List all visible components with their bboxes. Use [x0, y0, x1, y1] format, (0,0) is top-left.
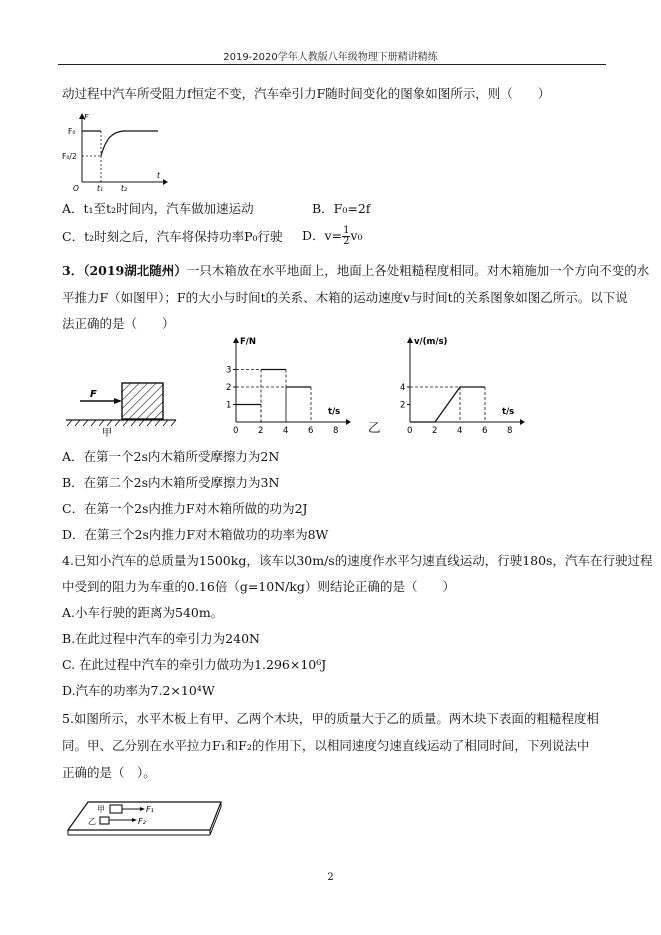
- graph-t-axis-label: t: [157, 171, 160, 180]
- q5-yi-label: 乙: [88, 817, 96, 826]
- graph-f-ytick-3: 3: [226, 365, 232, 376]
- graph-v-line: [410, 387, 485, 422]
- graph-f-ytick-1: 1: [226, 400, 232, 411]
- graph-v-xlabel: t/s: [502, 407, 515, 417]
- graph-f-ylabel: F/N: [240, 337, 257, 347]
- graph-f-label: F: [84, 113, 89, 122]
- q5-f2-label: F₂: [138, 817, 146, 826]
- graph-f0-label: F₀: [68, 127, 76, 136]
- graph-v-xtick-6: 6: [482, 426, 488, 436]
- q3-line3: 法正确的是（ ）: [62, 316, 175, 331]
- q3-line1-text: 一只木箱放在水平地面上，地面上各处粗糙程度相同。对木箱施加一个方向不变的水: [186, 263, 650, 278]
- q-prev-option-c: C．t₂时刻之后，汽车将保持功率P₀行驶: [62, 229, 283, 244]
- graph-t2-label: t₂: [121, 184, 127, 192]
- graph-f-xtick-2: 2: [258, 426, 264, 436]
- q4-option-d: D.汽车的功率为7.2×10⁴W: [62, 683, 215, 698]
- graph-f-xtick-8: 8: [333, 426, 339, 436]
- option-d-prefix: D．v=: [302, 228, 343, 243]
- q-prev-option-d: [302, 221, 363, 251]
- graph-v-xtick-8: 8: [507, 426, 513, 436]
- q5-line2: 同。甲、乙分别在水平拉力F₁和F₂的作用下，以相同速度匀速直线运动了相同时间，下列说法中: [62, 738, 590, 753]
- q5-jia-label: 甲: [97, 805, 105, 814]
- graph-f-xlabel: t/s: [328, 407, 341, 417]
- graph-f-vs-t: [214, 332, 354, 436]
- q4-option-a: A.小车行驶的距离为540m。: [62, 605, 224, 620]
- graph-f0-half-label: F₀/2: [62, 152, 77, 161]
- q3-number: 3．: [62, 263, 84, 278]
- figure-q5-board: [64, 796, 224, 840]
- page-number: 2: [327, 872, 334, 883]
- q4-option-c: C. 在此过程中汽车的牵引力做功为1.296×10⁶J: [62, 657, 327, 672]
- graph-v-plot: [400, 383, 515, 436]
- page-header: 2019-2020学年人教版八年级物理下册精讲精练: [223, 52, 438, 63]
- q-prev-option-b: B．F₀=2f: [312, 201, 371, 216]
- q3-option-a: A．在第一个2s内木箱所受摩擦力为2N: [62, 449, 280, 464]
- graph-f-plot: [226, 365, 341, 437]
- q3-option-d: D．在第三个2s内推力F对木箱做功的功率为8W: [62, 527, 329, 542]
- graph-origin-label: O: [73, 184, 79, 192]
- force-time-graph: [60, 112, 170, 192]
- graph-v-xtick-4: 4: [457, 426, 463, 436]
- option-d-suffix: v₀: [350, 228, 363, 243]
- figure-jia-force-label: F: [90, 389, 97, 400]
- graph-f-xtick-4: 4: [283, 426, 289, 436]
- q-prev-stem: 动过程中汽车所受阻力f恒定不变，汽车牵引力F随时间变化的图象如图所示，则（ ）: [62, 86, 551, 101]
- q-prev-option-a: A．t₁至t₂时间内，汽车做加速运动: [62, 201, 254, 216]
- header-rule: [58, 64, 606, 65]
- graph-v-vs-t: [388, 332, 528, 436]
- q4-line2: 中受到的阻力为车重的0.16倍（g=10N/kg）则结论正确的是（ ）: [62, 579, 455, 594]
- q3-line1: [62, 263, 649, 279]
- graph-f-ytick-2: 2: [226, 383, 232, 393]
- fraction-denominator: 2: [343, 235, 350, 247]
- graph-t1-label: t₁: [97, 184, 103, 192]
- q3-line2: 平推力F（如图甲）；F的大小与时间t的关系、木箱的运动速度v与时间t的关系图象如图乙所示。以下说: [62, 290, 628, 305]
- q4-option-b: B.在此过程中汽车的牵引力为240N: [62, 631, 260, 646]
- q3-source: （2019湖北随州）: [83, 263, 187, 278]
- q5-line1: 5.如图所示，水平木板上有甲、乙两个木块，甲的质量大于乙的质量。两木块下表面的粗糙程度相: [62, 711, 599, 726]
- q5-f1-label: F₁: [146, 805, 154, 814]
- graph-v-ylabel: v/(m/s): [414, 337, 448, 347]
- q3-option-b: B．在第二个2s内木箱所受摩擦力为3N: [62, 475, 280, 490]
- q5-line3: 正确的是（ ）。: [62, 765, 156, 780]
- figure-jia-box: [64, 373, 179, 438]
- graph-v-xtick-0: 0: [407, 426, 413, 436]
- figure-jia-caption: 甲: [102, 428, 112, 438]
- graph-f-xtick-0: 0: [233, 426, 239, 436]
- figure-yi-caption: 乙: [368, 420, 381, 435]
- graph-v-xtick-2: 2: [432, 426, 438, 436]
- graph-v-ytick-4: 4: [400, 383, 406, 393]
- graph-f-xtick-6: 6: [308, 426, 314, 436]
- q3-option-c: C．在第一个2s内推力F对木箱所做的功为2J: [62, 501, 308, 516]
- graph-v-ytick-2: 2: [400, 400, 406, 411]
- fraction-numerator: 1: [343, 224, 350, 236]
- q4-line1: 4.已知小汽车的总质量为1500kg，该车以30m/s的速度作水平匀速直线运动，行驶180s，汽车在行驶过程: [62, 553, 653, 568]
